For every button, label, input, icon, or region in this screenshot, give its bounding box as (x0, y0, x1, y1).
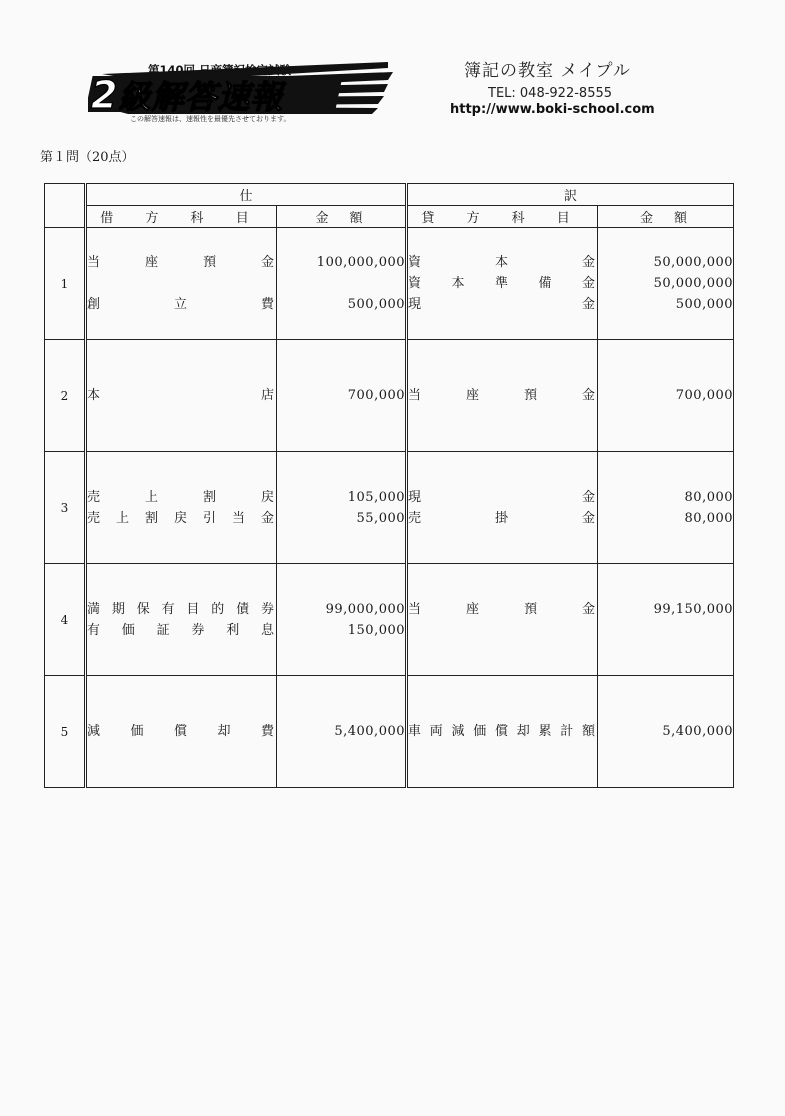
credit-amount: 50,000,000 (653, 255, 734, 270)
debit-amount-cell (277, 564, 407, 676)
entry-number: 3 (45, 452, 86, 564)
school-info (450, 56, 655, 117)
debit-account-cell (86, 676, 277, 788)
header-yaku: 訳 (407, 184, 734, 206)
credit-amount: 5,400,000 (662, 724, 734, 739)
credit-account: 資本金 (408, 255, 598, 270)
credit-amount-cell (598, 340, 734, 452)
credit-amount-cell (598, 564, 734, 676)
debit-amount (277, 273, 405, 294)
table-row (45, 564, 734, 676)
table-row (45, 452, 734, 564)
debit-amount: 100,000,000 (316, 255, 406, 270)
header-debit-amount: 金 額 (277, 206, 407, 228)
debit-amount: 5,400,000 (334, 724, 406, 739)
journal-entry-table (44, 183, 734, 788)
table-row (45, 676, 734, 788)
school-name: 簿記の教室 メイプル (464, 61, 631, 81)
debit-amount-cell (277, 676, 407, 788)
credit-account: 現金 (408, 297, 598, 312)
exam-logo (88, 60, 398, 126)
credit-amount-cell (598, 452, 734, 564)
table-header-row-2 (45, 206, 734, 228)
entry-number: 2 (45, 340, 86, 452)
debit-amount: 500,000 (347, 297, 406, 312)
credit-amount: 99,150,000 (653, 601, 734, 617)
credit-account-cell (407, 452, 598, 564)
header-credit-amount: 金 額 (598, 206, 734, 228)
credit-account (408, 620, 597, 641)
debit-amount: 55,000 (356, 510, 406, 526)
debit-amount: 105,000 (347, 489, 406, 505)
credit-amount: 500,000 (675, 297, 734, 312)
credit-amount (598, 620, 733, 641)
logo-main-text: 級解答速報 (118, 78, 284, 116)
debit-account-cell (86, 564, 277, 676)
credit-amount-cell (598, 228, 734, 340)
question-title: 第１問（20点） (40, 150, 135, 165)
logo-subtitle: 第140回 日商簿記検定試験 (148, 63, 292, 77)
header-credit-account: 貸 方 科 目 (407, 206, 598, 228)
credit-account: 資本準備金 (408, 276, 598, 291)
debit-account: 当座預金 (87, 255, 276, 270)
debit-account: 有価証券利息 (87, 622, 276, 638)
debit-account: 減価償却費 (87, 724, 276, 739)
credit-amount: 80,000 (684, 510, 734, 526)
debit-amount-cell (277, 228, 407, 340)
header-shi: 仕 (86, 184, 407, 206)
credit-account-cell (407, 564, 598, 676)
debit-amount-cell (277, 452, 407, 564)
table-header-row-1 (45, 184, 734, 206)
school-url[interactable]: http://www.boki-school.com (450, 102, 655, 117)
credit-account: 当座預金 (408, 388, 598, 403)
logo-grade: 2 (91, 73, 119, 117)
credit-amount: 80,000 (684, 489, 734, 505)
header-number-cell (45, 184, 86, 228)
entry-number: 5 (45, 676, 86, 788)
debit-amount: 700,000 (347, 388, 406, 403)
logo-note: この解答速報は、速報性を最優先させております。 (130, 115, 291, 123)
header-debit-account: 借 方 科 目 (86, 206, 277, 228)
table-row (45, 340, 734, 452)
debit-account-cell (86, 452, 277, 564)
credit-account-cell (407, 340, 598, 452)
debit-amount: 150,000 (347, 622, 406, 638)
credit-account: 売掛金 (408, 510, 598, 526)
debit-amount: 99,000,000 (325, 601, 406, 617)
credit-account-cell (407, 676, 598, 788)
debit-account: 売上割戻 (87, 489, 276, 505)
debit-account: 売上割戻引当金 (87, 510, 276, 526)
debit-account: 創立費 (87, 297, 276, 312)
credit-account-cell (407, 228, 598, 340)
credit-account: 現金 (408, 489, 598, 505)
credit-amount: 700,000 (675, 388, 734, 403)
debit-account-cell (86, 228, 277, 340)
debit-account (87, 273, 276, 294)
logo-title (91, 72, 283, 118)
table-row (45, 228, 734, 340)
credit-amount-cell (598, 676, 734, 788)
credit-account: 当座預金 (408, 601, 598, 617)
entry-number: 4 (45, 564, 86, 676)
school-tel: TEL: 048-922-8555 (488, 86, 613, 101)
debit-amount-cell (277, 340, 407, 452)
credit-account: 車両減価償却累計額 (408, 724, 598, 739)
credit-amount: 50,000,000 (653, 276, 734, 291)
debit-account: 本店 (87, 388, 276, 403)
debit-account-cell (86, 340, 277, 452)
debit-account: 満期保有目的債券 (87, 601, 276, 617)
entry-number: 1 (45, 228, 86, 340)
